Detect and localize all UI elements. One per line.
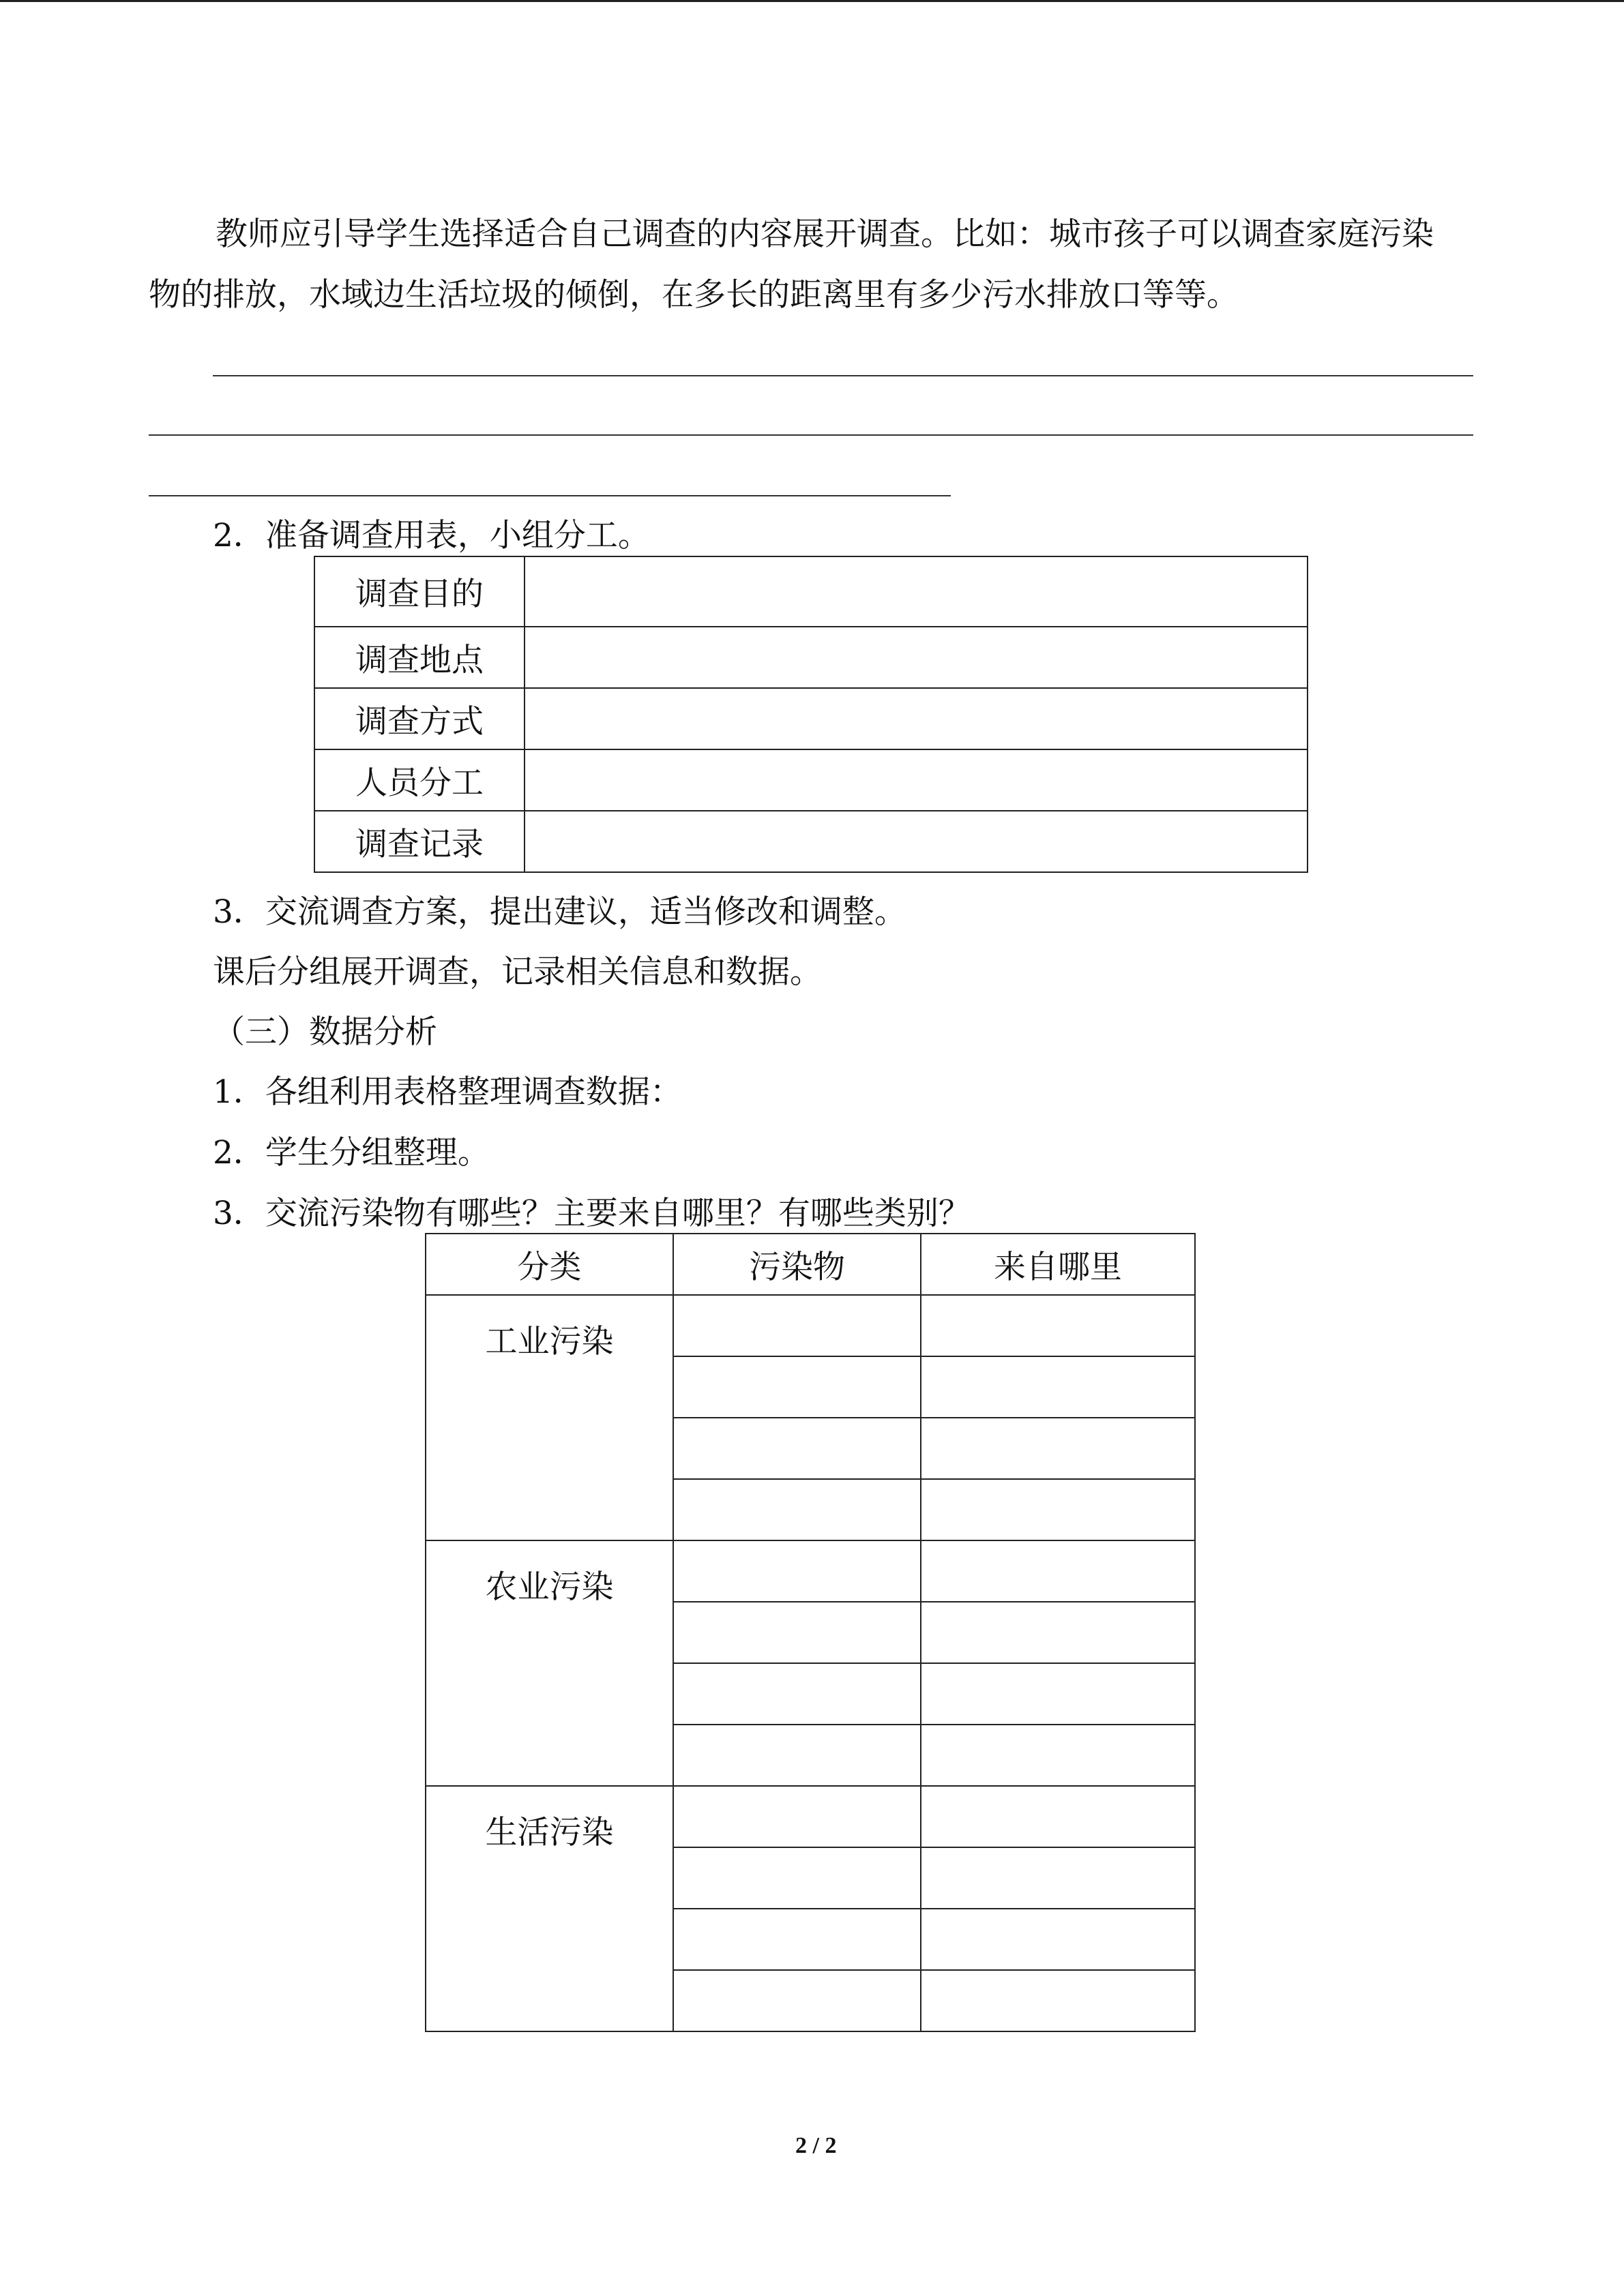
answer-line-1[interactable] [213, 375, 1473, 376]
source-cell[interactable] [921, 1295, 1195, 1356]
pollutant-cell[interactable] [673, 1786, 921, 1847]
row-label: 调查目的 [314, 556, 525, 627]
row-label: 调查记录 [314, 811, 525, 872]
category-agricultural: 农业污染 [426, 1540, 673, 1786]
row-value-cell[interactable] [525, 749, 1308, 811]
table-row [426, 1540, 1195, 1602]
table-row [314, 688, 1308, 749]
header-pollutant: 污染物 [673, 1234, 921, 1295]
pollution-table [425, 1233, 1196, 2032]
table-header-row [426, 1234, 1195, 1295]
table-row [426, 1786, 1195, 1847]
row-value-cell[interactable] [525, 627, 1308, 688]
source-cell[interactable] [921, 1479, 1195, 1540]
source-cell[interactable] [921, 1909, 1195, 1970]
pollutant-cell[interactable] [673, 1540, 921, 1602]
row-label: 调查方式 [314, 688, 525, 749]
page-number: 2 / 2 [795, 2133, 837, 2158]
row-label: 人员分工 [314, 749, 525, 811]
analysis-item-1: 1．各组利用表格整理调查数据： [213, 1073, 682, 1111]
table-row [314, 811, 1308, 872]
row-value-cell[interactable] [525, 811, 1308, 872]
row-value-cell[interactable] [525, 688, 1308, 749]
intro-line-2: 物的排放，水域边生活垃圾的倾倒，在多长的距离里有多少污水排放口等等。 [149, 276, 1239, 314]
pollutant-cell[interactable] [673, 1909, 921, 1970]
source-cell[interactable] [921, 1847, 1195, 1909]
pollutant-cell[interactable] [673, 1479, 921, 1540]
step-2-heading: 2．准备调查用表，小组分工。 [213, 517, 650, 554]
table-row [314, 556, 1308, 627]
analysis-item-2: 2．学生分组整理。 [213, 1134, 490, 1172]
header-category: 分类 [426, 1234, 673, 1295]
intro-line-1: 教师应引导学生选择适合自己调查的内容展开调查。比如：城市孩子可以调查家庭污染 [216, 215, 1434, 253]
after-class-note: 课后分组展开调查，记录相关信息和数据。 [213, 953, 822, 991]
pollutant-cell[interactable] [673, 1295, 921, 1356]
table-row [314, 749, 1308, 811]
category-domestic: 生活污染 [426, 1786, 673, 2031]
table-row [426, 1295, 1195, 1356]
analysis-item-3: 3．交流污染物有哪些？主要来自哪里？有哪些类别？ [213, 1195, 971, 1232]
source-cell[interactable] [921, 1786, 1195, 1847]
step-3-heading: 3．交流调查方案，提出建议，适当修改和调整。 [213, 893, 906, 931]
pollutant-cell[interactable] [673, 1602, 921, 1663]
category-industrial: 工业污染 [426, 1295, 673, 1540]
source-cell[interactable] [921, 1602, 1195, 1663]
source-cell[interactable] [921, 1725, 1195, 1786]
source-cell[interactable] [921, 1418, 1195, 1479]
pollutant-cell[interactable] [673, 1663, 921, 1725]
row-label: 调查地点 [314, 627, 525, 688]
answer-line-3[interactable] [149, 495, 951, 496]
pollutant-cell[interactable] [673, 1847, 921, 1909]
survey-plan-table [314, 556, 1308, 873]
pollutant-cell[interactable] [673, 1356, 921, 1418]
source-cell[interactable] [921, 1663, 1195, 1725]
row-value-cell[interactable] [525, 556, 1308, 627]
answer-line-2[interactable] [149, 434, 1473, 436]
table-row [314, 627, 1308, 688]
pollutant-cell[interactable] [673, 1970, 921, 2031]
source-cell[interactable] [921, 1970, 1195, 2031]
header-source: 来自哪里 [921, 1234, 1195, 1295]
pollutant-cell[interactable] [673, 1418, 921, 1479]
pollutant-cell[interactable] [673, 1725, 921, 1786]
section-3-heading: （三）数据分析 [213, 1013, 437, 1051]
source-cell[interactable] [921, 1356, 1195, 1418]
page-top-border [0, 0, 1624, 2]
source-cell[interactable] [921, 1540, 1195, 1602]
